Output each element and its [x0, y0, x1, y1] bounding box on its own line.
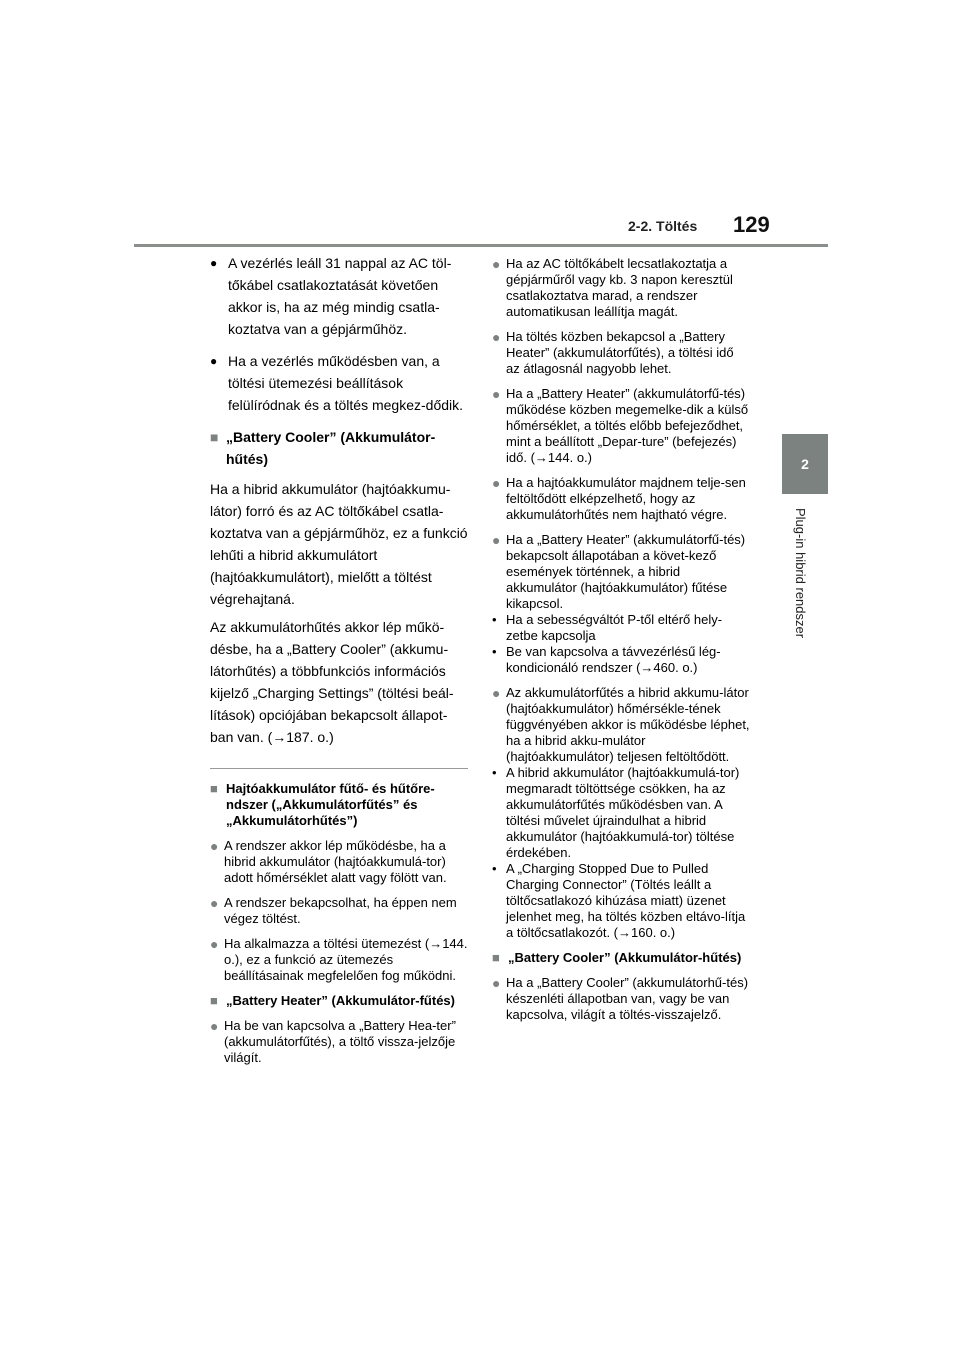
list-item: ● A rendszer bekapcsolhat, ha éppen nem végez töltést.: [210, 895, 457, 926]
paragraph: Ha a hibrid akkumulátor (hajtóakkumu-látor) forró és az AC töltőkábel csatla-koztatva van a gépjárműhöz, ez a funkció lehűti a hibrid akkumulátort (hajtóakkumulátort), mielőtt a töltést végrehajtaná.: [210, 481, 468, 607]
bullet-dot-icon: ●: [492, 975, 501, 991]
bullet-dot-icon: ●: [210, 1018, 219, 1034]
right-column: [492, 256, 750, 1032]
sub-list-item: • Be van kapcsolva a távvezérlésű lég-kondicionáló rendszer (→460. o.): [492, 644, 721, 675]
list-item: ● Az akkumulátorfűtés a hibrid akkumu-látor (hajtóakkumulátor) hőmérsékle-tének függvényében akkor is működésbe léphet, ha a hibrid akku-mulátor (hajtóakkumulátor) teljesen feltöltődött.: [492, 685, 750, 764]
list-item: ● Ha alkalmazza a töltési ütemezést (→144. o.), ez a funkció az ütemezés beállításainak megfelelően fog működni.: [210, 936, 468, 983]
bullet-dot-icon: ●: [210, 936, 219, 952]
section-heading: ■ „Battery Cooler” (Akkumulátor-hűtés): [210, 426, 468, 470]
list-item: ● Ha be van kapcsolva a „Battery Hea-ter” (akkumulátorfűtés), a töltő vissza-jelzője világít.: [210, 1018, 456, 1065]
square-bullet-icon: ■: [210, 429, 219, 445]
bullet-dot-icon: ●: [492, 329, 501, 345]
sub-list-item: • A hibrid akkumulátor (hajtóakkumulá-tor) megmaradt töltöttsége csökken, ha az akkumulátorfűtés működésben van. A töltési művelet újraindulhat a hibrid akkumulátor (hajtóakkumulá-tor) töltése érdekében.: [492, 765, 740, 860]
small-dot-icon: •: [492, 861, 497, 876]
note-heading: ■ „Battery Heater” (Akkumulátor-fűtés): [210, 993, 455, 1008]
list-item: ● Ha töltés közben bekapcsol a „Battery Heater” (akkumulátorfűtés), a töltési idő az átlagosnál nagyobb lehet.: [492, 329, 734, 376]
page-number: 129: [733, 212, 770, 237]
square-bullet-icon: ■: [210, 993, 218, 1008]
small-dot-icon: •: [492, 612, 497, 627]
chapter-number: 2: [801, 456, 809, 472]
bullet-dot-icon: ●: [492, 386, 501, 402]
list-item: ● Ha a vezérlés működésben van, a töltési ütemezési beállítások felülíródnak és a töltés megkez-dődik.: [210, 350, 468, 416]
note-heading: ■ Hajtóakkumulátor fűtő- és hűtőre-ndszer („Akkumulátorfűtés” és „Akkumulátorhűtés”): [210, 781, 435, 828]
sub-list-item: • Ha a sebességváltót P-től eltérő hely-zetbe kapcsolja: [492, 612, 723, 643]
bullet-dot-icon: ●: [210, 838, 219, 854]
left-column: [210, 252, 468, 1075]
bullet-dot-icon: ●: [492, 685, 501, 701]
note-heading: ■ „Battery Cooler” (Akkumulátor-hűtés): [492, 950, 742, 965]
list-item: ● A rendszer akkor lép működésbe, ha a hibrid akkumulátor (hajtóakkumulá-tor) adott hőmérséklet alatt vagy fölött van.: [210, 838, 447, 885]
list-item: ● Ha a „Battery Heater” (akkumulátorfű-tés) működése közben megemelke-dik a külső hőmérséklet, a töltés előbb befejeződhet, mint a beállított „Depar-ture” (befejezés) idő. (→144. o.): [492, 386, 749, 465]
list-item: ● A vezérlés leáll 31 nappal az AC töl-tőkábel csatlakoztatását követően akkor is, ha az még mindig csatla-koztatva van a gépjárműhöz.: [210, 252, 468, 340]
bullet-dot-icon: ●: [492, 256, 501, 272]
small-dot-icon: •: [492, 644, 497, 659]
section-divider: [210, 768, 468, 769]
square-bullet-icon: ■: [492, 950, 500, 965]
list-item: ● Ha a „Battery Heater” (akkumulátorfű-tés) bekapcsolt állapotában a követ-kező események történnek, a hibrid akkumulátor (hajtóakkumulátor) fűtése kikapcsol.: [492, 532, 746, 611]
small-dot-icon: •: [492, 765, 497, 780]
chapter-label: Plug-in hibrid rendszer: [793, 508, 808, 639]
bullet-dot-icon: ●: [210, 354, 218, 368]
header-section-title: 2-2. Töltés: [628, 218, 698, 234]
bullet-dot-icon: ●: [492, 475, 501, 491]
bullet-dot-icon: ●: [492, 532, 501, 548]
sub-list-item: • A „Charging Stopped Due to Pulled Charging Connector” (Töltés leállt a töltőcsatlakozó kihúzása miatt) üzenet jelenhet meg, ha töltés közben eltávo-lítja a töltőcsatlakozót. (→160. o.): [492, 861, 746, 940]
list-item: ● Ha a „Battery Cooler” (akkumulátorhű-tés) készenléti állapotban van, vagy be van kapcsolva, világít a töltés-visszajelző.: [492, 975, 749, 1022]
paragraph: Az akkumulátorhűtés akkor lép műkö-désbe, ha a „Battery Cooler” (akkumu-látorhűtés) a többfunkciós információs kijelző „Charging Settings” (töltési beál-lítások) opciójában bekapcsolt állapot-ban van. (→187. o.): [210, 619, 454, 745]
list-item: ● Ha a hajtóakkumulátor majdnem telje-sen feltöltődött elképzelhető, hogy az akkumulátorhűtés nem hajtható végre.: [492, 475, 746, 522]
bullet-dot-icon: ●: [210, 256, 218, 270]
list-item: ● Ha az AC töltőkábelt lecsatlakoztatja a gépjárműről vagy kb. 3 napon keresztül csatlakoztatva marad, a rendszer automatikusan leállítja magát.: [492, 256, 733, 319]
square-bullet-icon: ■: [210, 781, 218, 796]
bullet-dot-icon: ●: [210, 895, 219, 911]
header-rule: [134, 244, 828, 247]
chapter-tab: [782, 434, 828, 494]
